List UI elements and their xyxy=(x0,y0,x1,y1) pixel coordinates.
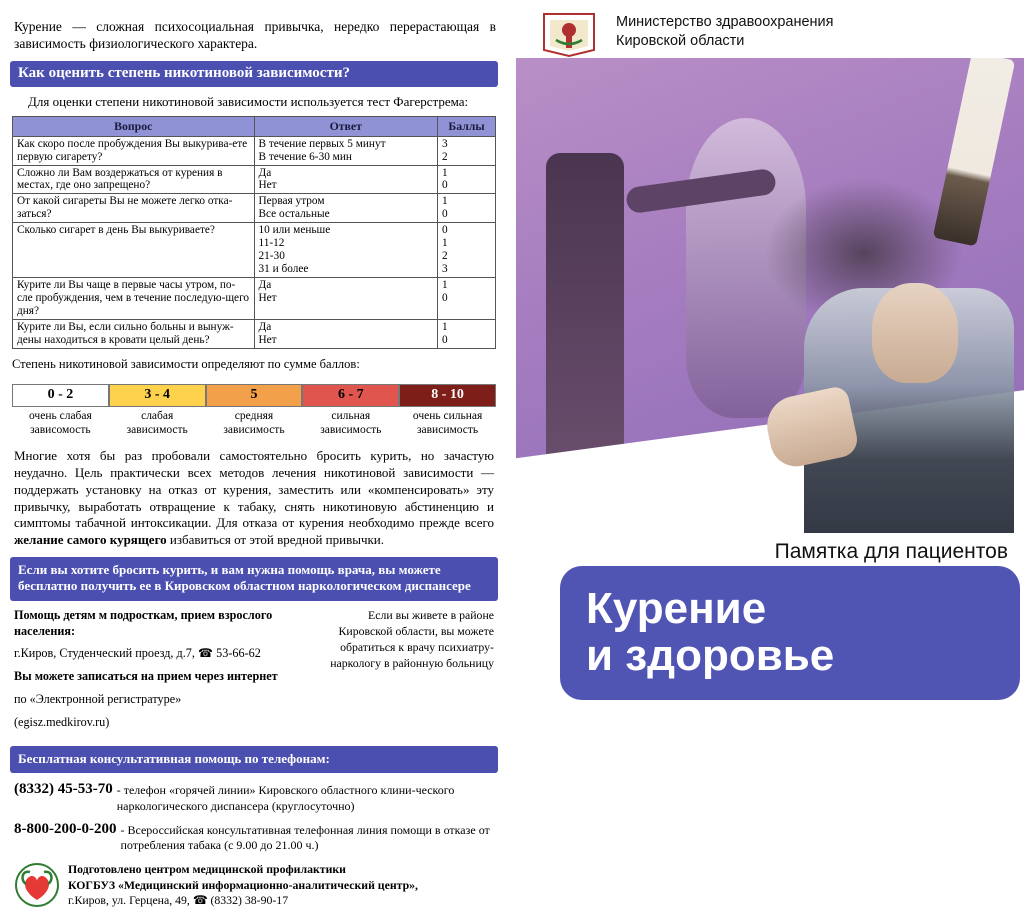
points-line: 0 xyxy=(442,179,448,192)
points-line: 1 xyxy=(442,237,448,250)
scale-label: очень слабая зависомость xyxy=(28,410,92,437)
answer-line: 10 или меньше xyxy=(258,224,331,237)
man-head-shape xyxy=(872,283,958,383)
points-line: 3 xyxy=(442,137,448,150)
title-line-2: и здоровье xyxy=(586,631,835,680)
mediprofilaktika-logo-icon xyxy=(14,862,60,908)
points-line: 0 xyxy=(442,292,448,305)
cell-points xyxy=(438,320,496,349)
cell-answer xyxy=(254,136,438,165)
scale-step xyxy=(399,384,496,438)
phone-number[interactable]: (8332) 45-53-70 xyxy=(14,781,113,798)
phone-description: - телефон «горячей линии» Кировского областного клини-ческого наркологического диспансера (круглосуточно) xyxy=(116,783,455,813)
memo-label: Памятка для пациентов xyxy=(774,540,1008,563)
contact-line-2: г.Киров, Студенческий проезд, д.7, ☎ 53-66-62 xyxy=(14,646,261,661)
answer-line: Нет xyxy=(258,334,277,347)
right-column xyxy=(508,0,1024,714)
contacts-right: Если вы живете в районе Кировской области, вы можете обратиться к врачу психиатру-наркологу в районную больницу xyxy=(330,607,494,670)
treatment-paragraph xyxy=(14,448,494,549)
table-header-row xyxy=(13,116,496,136)
dependence-scale xyxy=(12,384,496,438)
cell-answer xyxy=(254,223,438,278)
treatment-tail: избавиться от этой вредной привычки. xyxy=(166,532,385,548)
contacts-block xyxy=(14,608,494,738)
table-row xyxy=(13,165,496,194)
answer-line: Да xyxy=(258,166,272,179)
answer-line: В течение первых 5 минут xyxy=(258,137,386,150)
cell-question: Сложно ли Вам воздержаться от курения в местах, где оно запрещено? xyxy=(13,165,255,194)
contact-line-5: (egisz.medkirov.ru) xyxy=(14,715,110,730)
ministry-line-1: Министерство здравоохранения xyxy=(616,14,834,31)
scale-step xyxy=(109,384,206,438)
col-points: Баллы xyxy=(438,116,496,136)
points-line: 3 xyxy=(442,263,448,276)
footer-line-1: Подготовлено центром медицинской профилактики xyxy=(68,861,346,876)
scale-step xyxy=(302,384,399,438)
scale-label: слабая зависимость xyxy=(126,410,188,437)
footer-block xyxy=(14,862,494,910)
cell-points xyxy=(438,136,496,165)
points-line: 1 xyxy=(442,321,448,334)
ministry-emblem-icon xyxy=(536,6,602,58)
answer-line: Все остальные xyxy=(258,208,330,221)
scale-range: 8 - 10 xyxy=(399,384,496,407)
fagerstrom-table xyxy=(12,116,496,350)
table-row xyxy=(13,194,496,223)
col-question: Вопрос xyxy=(13,116,255,136)
cell-points xyxy=(438,165,496,194)
help-bar: Если вы хотите бросить курить, и вам нужна помощь врача, вы можете бесплатно получить ее в Кировском областном наркологическом диспансере xyxy=(10,557,498,601)
phone-description: - Всероссийская консультативная телефонная линия помощи в отказе от потребления табака (с 9.00 до 21.00 ч.) xyxy=(120,822,490,853)
phones-bar: Бесплатная консультативная помощь по телефонам: xyxy=(10,746,498,773)
scale-heading: Степень никотиновой зависимости определяют по сумме баллов: xyxy=(12,357,360,372)
points-line: 1 xyxy=(442,166,448,179)
points-line: 0 xyxy=(442,208,448,221)
cell-question: Сколько сигарет в день Вы выкуриваете? xyxy=(13,223,255,278)
phones-list xyxy=(14,780,494,853)
contact-line-3: Вы можете записаться на прием через интернет xyxy=(14,669,278,684)
cell-points xyxy=(438,194,496,223)
subheading-fagerstrom: Для оценки степени никотиновой зависимости используется тест Фагерстрема: xyxy=(28,93,469,109)
answer-line: Да xyxy=(258,279,272,292)
points-line: 0 xyxy=(442,334,448,347)
ministry-line-2: Кировской области xyxy=(616,33,745,49)
heading-assess: Как оценить степень никотиновой зависимости? xyxy=(10,61,498,87)
points-line: 1 xyxy=(442,279,448,292)
scale-range: 6 - 7 xyxy=(302,384,399,407)
answer-line: 31 и более xyxy=(258,263,309,276)
title-box xyxy=(560,566,1020,700)
answer-line: Нет xyxy=(258,179,277,192)
cell-question: Курите ли Вы чаще в первые часы утром, по-сле пробуждения, чем в течение последую-щего дня? xyxy=(13,278,255,320)
points-line: 1 xyxy=(442,195,448,208)
footer-line-3: г.Киров, ул. Герцена, 49, ☎ (8332) 38-90-17 xyxy=(68,893,289,908)
points-line: 2 xyxy=(442,150,448,163)
ministry-name xyxy=(616,13,834,51)
ministry-header xyxy=(536,6,834,58)
table-row xyxy=(13,136,496,165)
cover-photo xyxy=(516,58,1024,533)
cell-answer xyxy=(254,165,438,194)
answer-line: Нет xyxy=(258,292,277,305)
contact-line-4: по «Электронной регистратуре» xyxy=(14,692,182,707)
scale-label: очень сильная зависимость xyxy=(412,410,483,437)
col-answer: Ответ xyxy=(254,116,438,136)
contacts-left xyxy=(14,608,312,738)
answer-line: 21-30 xyxy=(258,250,285,263)
scale-range: 3 - 4 xyxy=(109,384,206,407)
phone-row xyxy=(14,820,494,854)
phone-number[interactable]: 8-800-200-0-200 xyxy=(14,820,117,837)
scale-label: сильная зависимость xyxy=(320,410,382,437)
answer-line: Первая утром xyxy=(258,195,325,208)
answer-line: 11-12 xyxy=(258,237,285,250)
scale-step xyxy=(206,384,303,438)
points-line: 2 xyxy=(442,250,448,263)
cell-question: Как скоро после пробуждения Вы выкурива-ете первую сигарету? xyxy=(13,136,255,165)
scale-label: средняя зависимость xyxy=(223,410,285,437)
cell-points xyxy=(438,223,496,278)
cell-answer xyxy=(254,278,438,320)
footer-text xyxy=(68,862,418,910)
cell-points xyxy=(438,278,496,320)
phone-row xyxy=(14,780,494,814)
treatment-text: Многие хотя бы раз пробовали самостоятельно бросить курить, но зачастую неудачно. Цель практически всех методов лечения никотиновой зависимости — поддержать установку на отказ от курения, заместить или «компенсировать» эту привычку, выработать отвращение к табаку, снять никотиновую абстиненцию и симптомы табачной интоксикации. Для отказа от курения необходимо прежде всего xyxy=(14,447,494,531)
contact-line-1: Помощь детям м подросткам, прием взрослого населения: xyxy=(14,607,273,638)
cell-question: От какой сигареты Вы не можете легко отка-заться? xyxy=(13,194,255,223)
table-row xyxy=(13,320,496,349)
scale-step xyxy=(12,384,109,438)
cell-question: Курите ли Вы, если сильно больны и вынуж-дены находиться в кровати целый день? xyxy=(13,320,255,349)
footer-line-2: КОГБУЗ «Медицинский информационно-аналитический центр», xyxy=(68,877,418,892)
title-line-1: Курение xyxy=(586,584,767,634)
points-line: 0 xyxy=(442,224,448,237)
left-column xyxy=(0,0,508,908)
table-row xyxy=(13,223,496,278)
scale-range: 0 - 2 xyxy=(12,384,109,407)
treatment-bold: желание самого курящего xyxy=(14,532,167,548)
punching-bag-shape xyxy=(546,153,624,483)
scale-range: 5 xyxy=(206,384,303,407)
cell-answer xyxy=(254,194,438,223)
intro-paragraph: Курение — сложная психосоциальная привычка, нередко перерастающая в зависимость физиологического характера. xyxy=(14,19,496,52)
cell-answer xyxy=(254,320,438,349)
answer-line: В течение 6-30 мин xyxy=(258,150,352,163)
answer-line: Да xyxy=(258,321,272,334)
table-row xyxy=(13,278,496,320)
